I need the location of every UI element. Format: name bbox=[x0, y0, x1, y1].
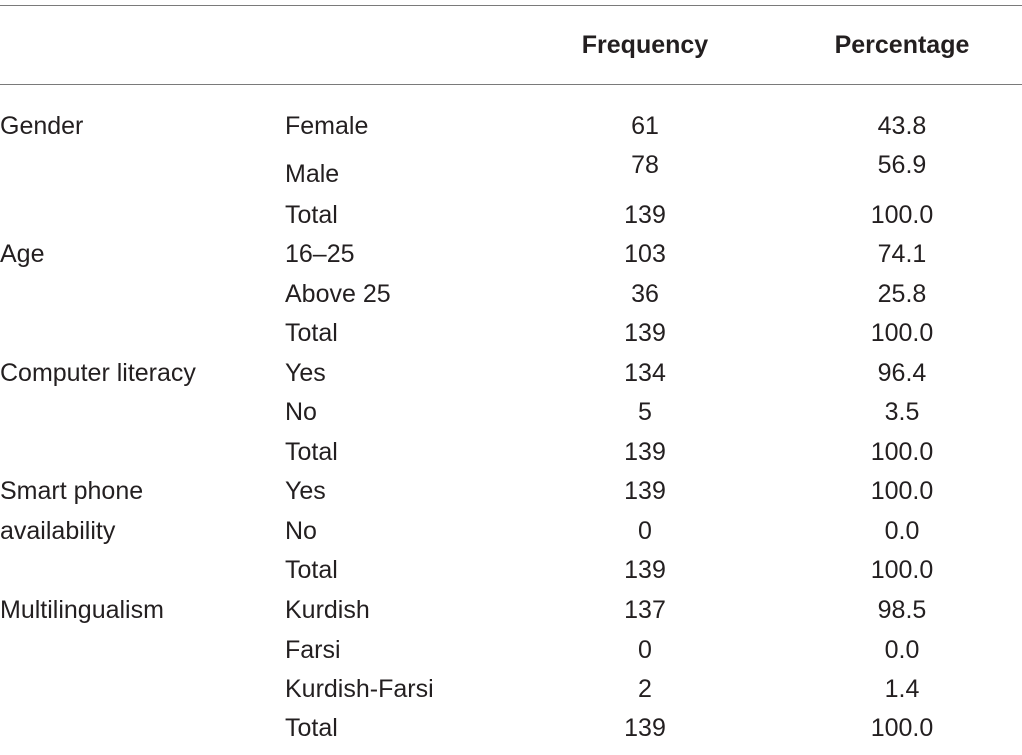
top-rule bbox=[0, 5, 1022, 6]
table-row bbox=[0, 356, 1022, 390]
cell-frequency: 0 bbox=[638, 636, 652, 664]
cell-variable: Age bbox=[0, 240, 45, 268]
cell-category: Yes bbox=[285, 359, 326, 387]
cell-variable: Smart phone bbox=[0, 477, 144, 505]
header-frequency: Frequency bbox=[581, 31, 709, 59]
cell-category: Kurdish bbox=[285, 596, 370, 624]
cell-percentage: 74.1 bbox=[877, 240, 927, 268]
cell-frequency: 139 bbox=[624, 319, 666, 347]
cell-variable: availability bbox=[0, 517, 116, 545]
cell-percentage: 100.0 bbox=[870, 319, 934, 347]
cell-category: Above 25 bbox=[285, 280, 391, 308]
table-row bbox=[0, 198, 1022, 232]
cell-category: Total bbox=[285, 319, 338, 347]
cell-percentage: 100.0 bbox=[870, 556, 934, 584]
cell-frequency: 139 bbox=[624, 201, 666, 229]
cell-frequency: 139 bbox=[624, 714, 666, 742]
table-row bbox=[0, 151, 1022, 191]
cell-percentage: 0.0 bbox=[884, 517, 920, 545]
cell-category: 16–25 bbox=[285, 240, 355, 268]
table-row bbox=[0, 237, 1022, 271]
cell-frequency: 134 bbox=[624, 359, 666, 387]
cell-percentage: 100.0 bbox=[870, 201, 934, 229]
cell-category: Male bbox=[285, 160, 340, 188]
cell-percentage: 25.8 bbox=[877, 280, 927, 308]
cell-percentage: 98.5 bbox=[877, 596, 927, 624]
cell-category: Total bbox=[285, 714, 338, 742]
cell-frequency: 139 bbox=[624, 477, 666, 505]
cell-category: No bbox=[285, 398, 317, 426]
cell-percentage: 43.8 bbox=[877, 112, 927, 140]
cell-percentage: 100.0 bbox=[870, 477, 934, 505]
cell-category: Female bbox=[285, 112, 369, 140]
table-row bbox=[0, 474, 1022, 508]
cell-category: No bbox=[285, 517, 317, 545]
table-row bbox=[0, 395, 1022, 429]
cell-frequency: 139 bbox=[624, 438, 666, 466]
table-row bbox=[0, 633, 1022, 667]
cell-category: Kurdish-Farsi bbox=[285, 675, 434, 703]
cell-category: Total bbox=[285, 556, 338, 584]
cell-category: Farsi bbox=[285, 636, 341, 664]
table-row bbox=[0, 109, 1022, 143]
cell-frequency: 0 bbox=[638, 517, 652, 545]
cell-category: Total bbox=[285, 438, 338, 466]
cell-frequency: 5 bbox=[638, 398, 652, 426]
header-percentage: Percentage bbox=[834, 31, 970, 59]
cell-frequency: 78 bbox=[631, 151, 659, 179]
cell-variable: Gender bbox=[0, 112, 84, 140]
table-row bbox=[0, 316, 1022, 350]
cell-category: Yes bbox=[285, 477, 326, 505]
cell-percentage: 1.4 bbox=[884, 675, 920, 703]
cell-percentage: 96.4 bbox=[877, 359, 927, 387]
cell-percentage: 3.5 bbox=[884, 398, 920, 426]
cell-frequency: 2 bbox=[638, 675, 652, 703]
cell-percentage: 0.0 bbox=[884, 636, 920, 664]
table-row bbox=[0, 553, 1022, 587]
cell-frequency: 103 bbox=[624, 240, 666, 268]
cell-variable: Multilingualism bbox=[0, 596, 164, 624]
table-row bbox=[0, 277, 1022, 311]
cell-variable: Computer literacy bbox=[0, 359, 196, 387]
cell-percentage: 100.0 bbox=[870, 438, 934, 466]
table-row bbox=[0, 593, 1022, 627]
cell-category: Total bbox=[285, 201, 338, 229]
cell-frequency: 137 bbox=[624, 596, 666, 624]
table-row bbox=[0, 514, 1022, 548]
cell-percentage: 100.0 bbox=[870, 714, 934, 742]
cell-frequency: 36 bbox=[631, 280, 659, 308]
table-row bbox=[0, 435, 1022, 469]
header-rule bbox=[0, 84, 1022, 85]
cell-frequency: 139 bbox=[624, 556, 666, 584]
cell-frequency: 61 bbox=[631, 112, 659, 140]
table-row bbox=[0, 672, 1022, 706]
table-row bbox=[0, 711, 1022, 745]
cell-percentage: 56.9 bbox=[877, 151, 927, 179]
